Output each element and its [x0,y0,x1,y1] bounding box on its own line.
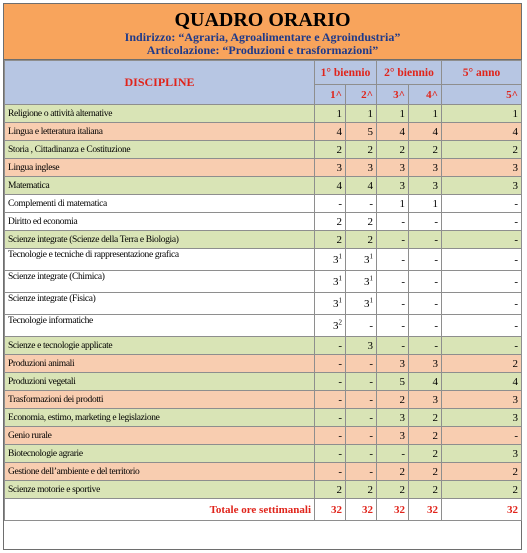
hours-value: - [338,393,342,406]
hours-year-4 [409,355,442,373]
hours-value: 4 [367,179,373,192]
hours-year-4 [409,409,442,427]
discipline-name: Storia , Cittadinanza e Costituzione [5,141,315,159]
hours-value: - [514,297,518,310]
address-line: Indirizzo: “Agraria, Agroalimentare e Agroindustria” [124,30,401,44]
hours-value: - [514,319,518,332]
hours-year-1 [315,355,346,373]
hours-year-2 [346,373,377,391]
hours-year-5 [442,213,522,231]
year-1-header: 1^ [315,85,346,105]
hours-value: 2 [432,411,438,424]
hours-year-3 [377,177,409,195]
hours-value: 2 [367,215,373,228]
hours-value: - [369,197,373,210]
hours-year-4 [409,271,442,293]
hours-value: 3 [333,253,339,266]
hours-value: 3 [364,275,370,288]
hours-value: 3 [512,411,518,424]
hours-year-2 [346,355,377,373]
hours-value: 2 [512,357,518,370]
hours-year-4 [409,391,442,409]
hours-value: 1 [399,107,405,120]
year-4-header: 4^ [409,85,442,105]
hours-value: 2 [399,393,405,406]
schedule-header [4,4,521,60]
hours-value: - [401,233,405,246]
hours-year-1 [315,315,346,337]
footnote-marker: 1 [338,295,342,304]
hours-value: - [338,429,342,442]
discipline-name: Gestione dell’ambiente e del territorio [5,463,315,481]
hours-year-3 [377,123,409,141]
hours-value: 2 [432,143,438,156]
footnote-marker: 1 [369,295,373,304]
hours-value: - [434,297,438,310]
hours-value: - [369,447,373,460]
table-row [5,231,522,249]
hours-value: - [514,339,518,352]
hours-year-5 [442,409,522,427]
hours-year-3 [377,355,409,373]
discipline-name: Produzioni vegetali [5,373,315,391]
table-row [5,177,522,195]
hours-value: 2 [512,143,518,156]
hours-value: 3 [399,429,405,442]
hours-value: 2 [399,143,405,156]
hours-value: - [434,233,438,246]
hours-year-5 [442,463,522,481]
hours-year-3 [377,481,409,499]
hours-year-5 [442,315,522,337]
hours-value: 3 [364,297,370,310]
table-row [5,293,522,315]
hours-value: 2 [399,465,405,478]
hours-value: - [401,447,405,460]
hours-year-4 [409,213,442,231]
hours-year-5 [442,141,522,159]
hours-year-4 [409,463,442,481]
hours-year-3 [377,213,409,231]
first-biennium-header: 1° biennio [315,61,377,85]
schedule-frame [3,3,522,550]
hours-year-3 [377,445,409,463]
hours-value: 1 [512,107,518,120]
hours-year-2 [346,463,377,481]
hours-year-2 [346,337,377,355]
hours-year-5 [442,177,522,195]
hours-value: 3 [512,393,518,406]
hours-year-2 [346,315,377,337]
table-row [5,159,522,177]
hours-year-5 [442,373,522,391]
hours-year-1 [315,373,346,391]
hours-year-3 [377,463,409,481]
hours-year-3 [377,409,409,427]
hours-year-1 [315,427,346,445]
table-row [5,213,522,231]
hours-value: 3 [432,393,438,406]
hours-year-3 [377,159,409,177]
hours-value: 3 [399,357,405,370]
hours-value: 2 [512,465,518,478]
hours-value: - [401,275,405,288]
discipline-name: Lingua inglese [5,159,315,177]
hours-value: - [514,215,518,228]
hours-year-5 [442,271,522,293]
table-row [5,337,522,355]
hours-year-3 [377,141,409,159]
hours-value: - [401,215,405,228]
hours-value: 4 [512,375,518,388]
footnote-marker: 2 [338,317,342,326]
hours-year-2 [346,293,377,315]
hours-value: - [401,339,405,352]
hours-value: - [369,319,373,332]
hours-year-5 [442,231,522,249]
hours-value: - [338,465,342,478]
hours-year-2 [346,213,377,231]
hours-value: 3 [399,411,405,424]
hours-value: 3 [399,161,405,174]
hours-year-3 [377,315,409,337]
hours-year-2 [346,195,377,213]
table-row [5,141,522,159]
hours-year-5 [442,159,522,177]
hours-value: - [401,319,405,332]
hours-year-3 [377,427,409,445]
discipline-name: Matematica [5,177,315,195]
hours-value: 1 [336,107,342,120]
disciplines-header: DISCIPLINE [5,61,315,105]
discipline-name: Scienze integrate (Fisica) [5,293,315,315]
hours-value: 3 [399,179,405,192]
hours-year-1 [315,231,346,249]
hours-year-5 [442,105,522,123]
hours-value: 3 [432,161,438,174]
total-year-1: 32 [315,499,346,521]
hours-year-3 [377,373,409,391]
hours-value: - [338,411,342,424]
hours-year-1 [315,293,346,315]
table-row [5,463,522,481]
hours-year-4 [409,195,442,213]
footnote-marker: 1 [338,251,342,260]
discipline-name: Scienze integrate (Scienze della Terra e Biologia) [5,231,315,249]
hours-year-2 [346,427,377,445]
hours-year-5 [442,445,522,463]
hours-value: - [434,275,438,288]
hours-year-5 [442,481,522,499]
hours-value: 1 [432,107,438,120]
hours-value: 3 [432,179,438,192]
hours-year-5 [442,249,522,271]
total-year-4: 32 [409,499,442,521]
hours-value: 4 [336,125,342,138]
hours-value: - [401,297,405,310]
discipline-name: Tecnologie informatiche [5,315,315,337]
discipline-name: Complementi di matematica [5,195,315,213]
discipline-name: Economia, estimo, marketing e legislazione [5,409,315,427]
hours-value: - [369,393,373,406]
hours-year-2 [346,123,377,141]
hours-value: 3 [512,161,518,174]
table-row [5,409,522,427]
total-year-5: 32 [442,499,522,521]
discipline-name: Biotecnologie agrarie [5,445,315,463]
hours-value: 1 [432,197,438,210]
hours-value: 2 [432,483,438,496]
hours-year-4 [409,481,442,499]
year-5-header: 5^ [442,85,522,105]
hours-year-1 [315,159,346,177]
hours-year-1 [315,249,346,271]
hours-year-1 [315,271,346,293]
hours-year-3 [377,249,409,271]
hours-value: - [369,411,373,424]
hours-value: 2 [512,483,518,496]
footnote-marker: 1 [369,251,373,260]
hours-year-2 [346,409,377,427]
table-row [5,271,522,293]
discipline-name: Trasformazioni dei prodotti [5,391,315,409]
hours-value: - [401,253,405,266]
hours-year-4 [409,177,442,195]
table-row [5,355,522,373]
total-label: Totale ore settimanali [5,499,315,521]
articulation-line: Articolazione: “Produzioni e trasformazioni” [146,43,379,57]
hours-value: - [338,375,342,388]
hours-year-2 [346,105,377,123]
hours-value: 5 [399,375,405,388]
hours-value: 3 [367,161,373,174]
hours-year-4 [409,373,442,391]
year-2-header: 2^ [346,85,377,105]
hours-year-2 [346,231,377,249]
hours-value: 2 [336,143,342,156]
hours-value: 3 [367,339,373,352]
schedule-table [4,60,522,521]
hours-value: - [434,319,438,332]
hours-year-2 [346,141,377,159]
page-title: QUADRO ORARIO [174,9,351,31]
hours-year-5 [442,293,522,315]
hours-value: - [338,197,342,210]
hours-year-4 [409,105,442,123]
hours-year-5 [442,355,522,373]
hours-year-4 [409,293,442,315]
hours-value: 3 [512,447,518,460]
total-year-3: 32 [377,499,409,521]
hours-year-3 [377,105,409,123]
hours-value: - [434,253,438,266]
hours-value: 3 [512,179,518,192]
hours-value: 4 [432,125,438,138]
table-row [5,373,522,391]
discipline-name: Genio rurale [5,427,315,445]
hours-value: 2 [367,483,373,496]
hours-year-4 [409,141,442,159]
table-row [5,427,522,445]
hours-year-3 [377,391,409,409]
hours-year-5 [442,195,522,213]
hours-value: 2 [432,429,438,442]
hours-value: - [514,233,518,246]
discipline-name: Lingua e letteratura italiana [5,123,315,141]
hours-year-4 [409,337,442,355]
discipline-name: Tecnologie e tecniche di rappresentazione grafica [5,249,315,271]
hours-value: - [514,197,518,210]
discipline-name: Diritto ed economia [5,213,315,231]
hours-year-4 [409,315,442,337]
hours-value: 2 [432,447,438,460]
hours-year-5 [442,337,522,355]
hours-value: - [434,215,438,228]
total-row [5,499,522,521]
hours-year-5 [442,123,522,141]
hours-year-1 [315,391,346,409]
fifth-year-header: 5° anno [442,61,522,85]
hours-value: - [514,253,518,266]
hours-value: 3 [364,253,370,266]
hours-year-1 [315,463,346,481]
hours-value: 2 [336,483,342,496]
table-row [5,123,522,141]
hours-year-1 [315,481,346,499]
hours-value: 4 [432,375,438,388]
hours-year-2 [346,177,377,195]
hours-value: - [369,375,373,388]
hours-value: 5 [367,125,373,138]
hours-value: - [369,429,373,442]
table-row [5,445,522,463]
hours-value: - [338,339,342,352]
hours-year-1 [315,141,346,159]
hours-year-2 [346,271,377,293]
hours-year-3 [377,231,409,249]
hours-year-2 [346,481,377,499]
table-row [5,315,522,337]
year-3-header: 3^ [377,85,409,105]
hours-year-4 [409,159,442,177]
hours-value: 1 [367,107,373,120]
hours-value: 2 [432,465,438,478]
table-row [5,195,522,213]
hours-year-1 [315,337,346,355]
hours-value: 4 [336,179,342,192]
hours-value: - [338,357,342,370]
hours-value: 4 [512,125,518,138]
discipline-name: Religione o attività alternative [5,105,315,123]
hours-value: 3 [333,297,339,310]
hours-year-4 [409,249,442,271]
hours-value: - [369,465,373,478]
hours-year-2 [346,249,377,271]
table-row [5,391,522,409]
second-biennium-header: 2° biennio [377,61,442,85]
hours-value: 2 [367,143,373,156]
hours-value: - [434,339,438,352]
hours-value: 2 [367,233,373,246]
hours-value: 2 [336,233,342,246]
total-year-2: 32 [346,499,377,521]
hours-year-3 [377,293,409,315]
hours-year-1 [315,445,346,463]
discipline-name: Scienze integrate (Chimica) [5,271,315,293]
discipline-name: Produzioni animali [5,355,315,373]
hours-value: 3 [333,319,339,332]
hours-year-3 [377,195,409,213]
hours-year-2 [346,159,377,177]
hours-value: 1 [399,197,405,210]
footnote-marker: 1 [338,273,342,282]
hours-year-1 [315,409,346,427]
hours-value: 3 [336,161,342,174]
hours-value: 3 [432,357,438,370]
hours-year-5 [442,427,522,445]
hours-year-1 [315,213,346,231]
hours-year-4 [409,445,442,463]
hours-year-2 [346,391,377,409]
hours-value: 2 [399,483,405,496]
discipline-name: Scienze motorie e sportive [5,481,315,499]
hours-year-4 [409,123,442,141]
table-row [5,481,522,499]
hours-year-5 [442,391,522,409]
hours-value: 4 [399,125,405,138]
table-row [5,105,522,123]
table-row [5,249,522,271]
hours-value: - [369,357,373,370]
discipline-name: Scienze e tecnologie applicate [5,337,315,355]
footnote-marker: 1 [369,273,373,282]
hours-value: 2 [336,215,342,228]
hours-value: - [514,429,518,442]
hours-value: - [338,447,342,460]
hours-year-1 [315,177,346,195]
hours-value: 3 [333,275,339,288]
hours-year-4 [409,427,442,445]
hours-year-3 [377,337,409,355]
hours-year-1 [315,105,346,123]
hours-year-3 [377,271,409,293]
hours-year-1 [315,195,346,213]
hours-year-4 [409,231,442,249]
hours-year-1 [315,123,346,141]
hours-year-2 [346,445,377,463]
hours-value: - [514,275,518,288]
